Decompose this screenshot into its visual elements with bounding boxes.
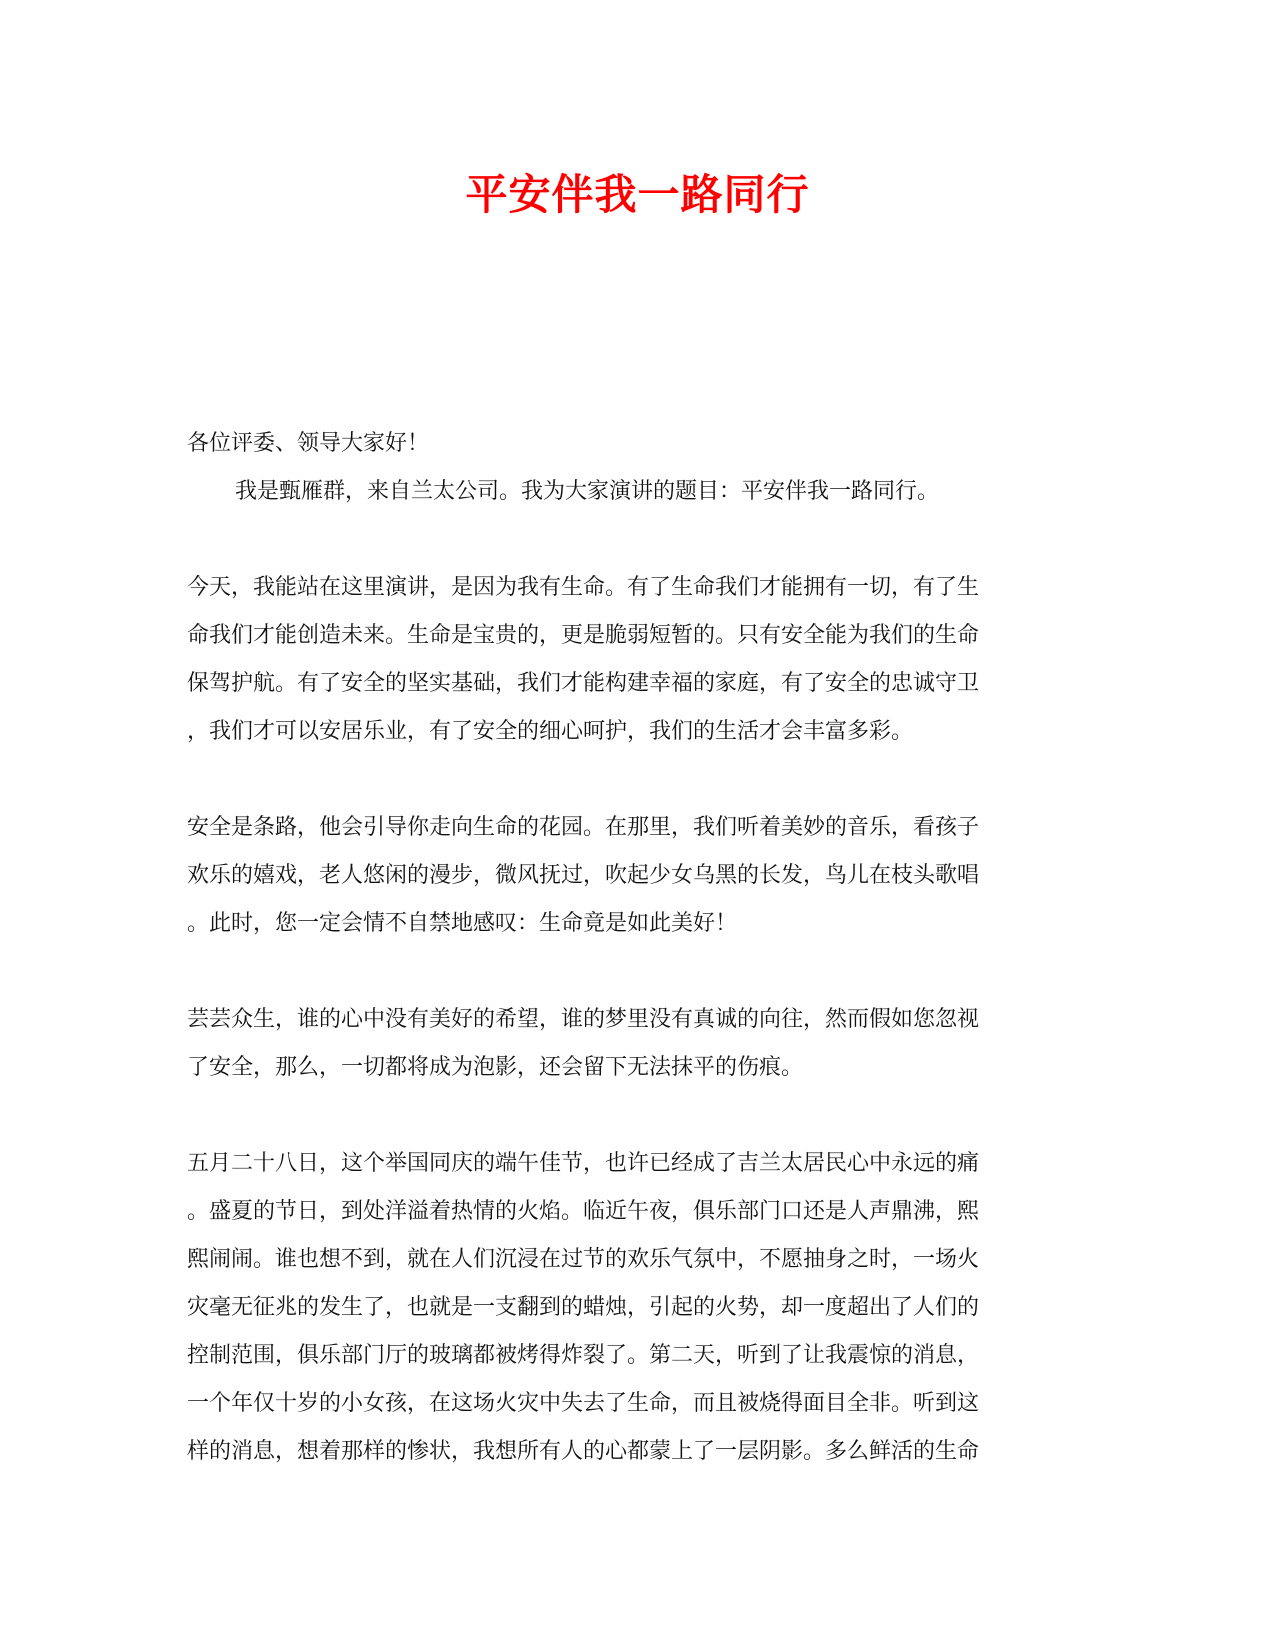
paragraph-line: 。盛夏的节日，到处洋溢着热情的火焰。临近午夜，俱乐部门口还是人声鼎沸，熙 [187, 1199, 980, 1224]
paragraph-line: 欢乐的嬉戏，老人悠闲的漫步，微风抚过，吹起少女乌黑的长发，鸟儿在枝头歌唱 [187, 863, 980, 888]
greeting-line: 各位评委、领导大家好！ [187, 431, 430, 456]
intro-line: 我是甄雁群，来自兰太公司。我为大家演讲的题目：平安伴我一路同行。 [235, 479, 940, 504]
paragraph-line: 今天，我能站在这里演讲，是因为我有生命。有了生命我们才能拥有一切，有了生 [187, 575, 980, 600]
paragraph-line: 了安全，那么，一切都将成为泡影，还会留下无法抹平的伤痕。 [187, 1055, 804, 1080]
paragraph-line: 灾毫无征兆的发生了，也就是一支翻到的蜡烛，引起的火势，却一度超出了人们的 [187, 1295, 980, 1320]
paragraph-line: 一个年仅十岁的小女孩，在这场火灾中失去了生命，而且被烧得面目全非。听到这 [187, 1391, 980, 1416]
paragraph-2 [187, 804, 1087, 948]
paragraph-line: 命我们才能创造未来。生命是宝贵的，更是脆弱短暂的。只有安全能为我们的生命 [187, 623, 980, 648]
document-title: 平安伴我一路同行 [465, 170, 810, 219]
paragraph-line: 保驾护航。有了安全的坚实基础，我们才能构建幸福的家庭，有了安全的忠诚守卫 [187, 671, 980, 696]
paragraph-line: 芸芸众生，谁的心中没有美好的希望，谁的梦里没有真诚的向往，然而假如您忽视 [187, 1007, 980, 1032]
paragraph-4 [187, 1140, 1087, 1476]
paragraph-1 [187, 564, 1087, 756]
paragraph-line: 控制范围，俱乐部门厅的玻璃都被烤得炸裂了。第二天，听到了让我震惊的消息， [187, 1343, 980, 1368]
paragraph-line: 安全是条路，他会引导你走向生命的花园。在那里，我们听着美妙的音乐，看孩子 [187, 815, 980, 840]
paragraph-line: 样的消息，想着那样的惨状，我想所有人的心都蒙上了一层阴影。多么鲜活的生命 [187, 1439, 980, 1464]
paragraph-line: 熙闹闹。谁也想不到，就在人们沉浸在过节的欢乐气氛中，不愿抽身之时，一场火 [187, 1247, 980, 1272]
paragraph-line: 。此时，您一定会情不自禁地感叹：生命竟是如此美好！ [187, 911, 738, 936]
paragraph-3 [187, 996, 1087, 1092]
paragraph-line: 五月二十八日，这个举国同庆的端午佳节，也许已经成了吉兰太居民心中永远的痛 [187, 1151, 980, 1176]
paragraph-line: ，我们才可以安居乐业，有了安全的细心呵护，我们的生活才会丰富多彩。 [187, 719, 914, 744]
